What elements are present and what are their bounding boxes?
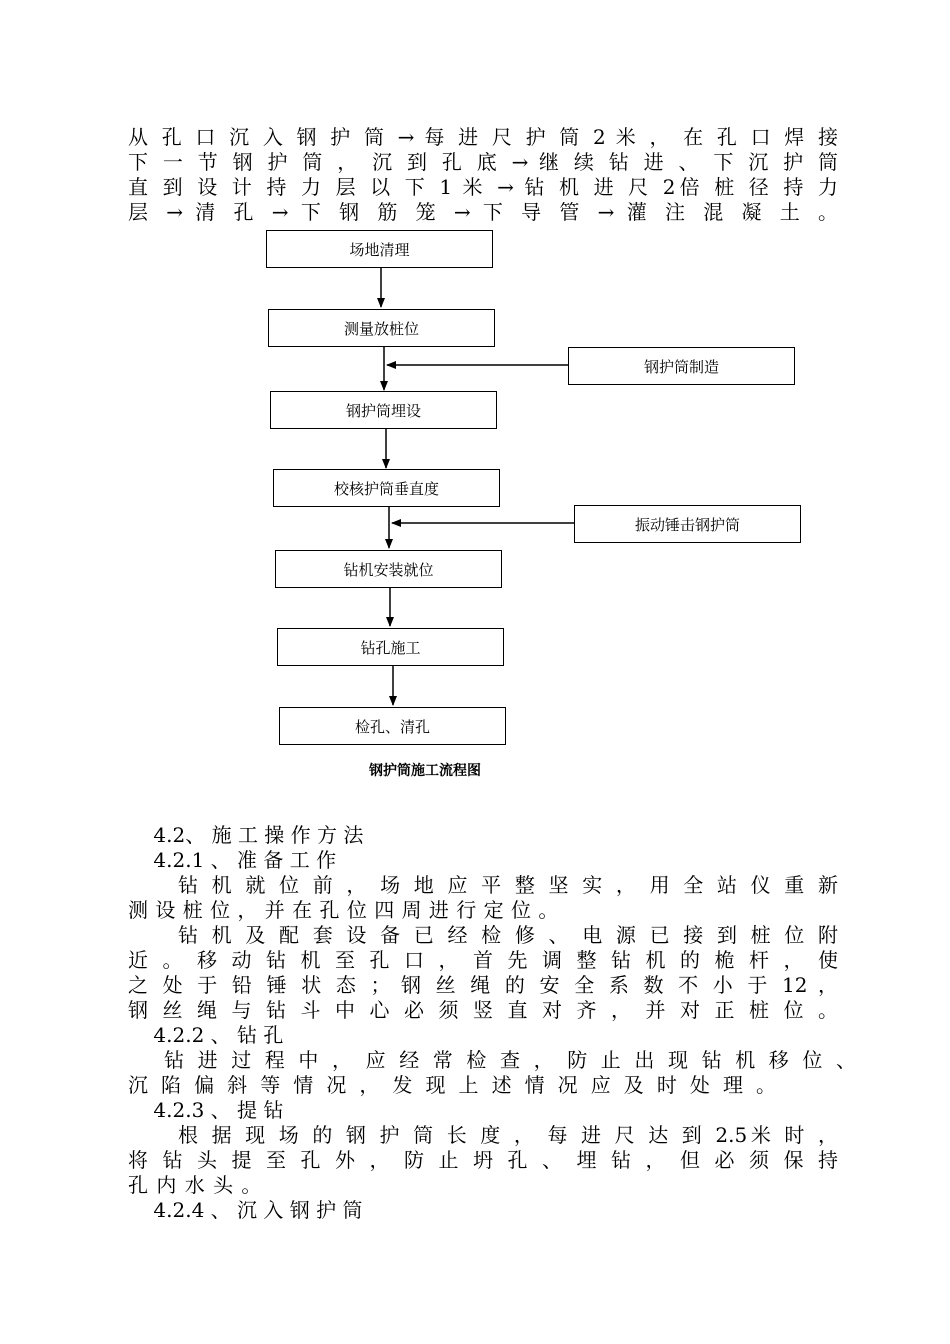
flow-input-casing-fabrication: 钢护筒制造 bbox=[568, 347, 795, 385]
intro-line-1: 从 孔 口 沉 入 钢 护 筒 → 每 进 尺 护 筒 2 米 ， 在 孔 口 焊 接 bbox=[128, 125, 838, 149]
intro-line-4: 层 → 清 孔 → 下 钢 筋 笼 → 下 导 管 → 灌 注 混 凝 土 。 bbox=[128, 200, 838, 224]
body-line-11: 孔 内 水 头 。 bbox=[128, 1173, 263, 1197]
body-line-2: 测 设 桩 位 ， 并 在 孔 位 四 周 进 行 定 位 。 bbox=[128, 898, 559, 922]
flow-step-drilling: 钻孔施工 bbox=[277, 628, 504, 666]
subsection-heading-4-2-4: 4.2.4 、 沉 入 钢 护 筒 bbox=[128, 1198, 363, 1222]
body-line-5: 之 处 于 铅 锤 状 态 ； 钢 丝 绳 的 安 全 系 数 不 小 于 12 ， bbox=[128, 973, 838, 997]
flowchart-caption: 钢护筒施工流程图 bbox=[369, 763, 481, 779]
flow-step-survey-pile: 测量放桩位 bbox=[268, 309, 495, 347]
subsection-heading-4-2-2: 4.2.2 、 钻 孔 bbox=[128, 1023, 284, 1047]
flow-step-site-clearing: 场地清理 bbox=[266, 230, 493, 268]
body-line-1: 钻 机 就 位 前 ， 场 地 应 平 整 坚 实 ， 用 全 站 仪 重 新 bbox=[178, 873, 838, 897]
flow-step-casing-embed: 钢护筒埋设 bbox=[270, 391, 497, 429]
body-line-7: 钻 进 过 程 中 ， 应 经 常 检 查 ， 防 止 出 现 钻 机 移 位 、 bbox=[164, 1048, 856, 1072]
flow-input-vibratory-hammer: 振动锤击钢护筒 bbox=[574, 505, 801, 543]
flow-step-verticality-check: 校核护筒垂直度 bbox=[273, 469, 500, 507]
section-heading-4-2: 4.2、 施 工 操 作 方 法 bbox=[128, 823, 364, 847]
subsection-heading-4-2-1: 4.2.1 、 准 备 工 作 bbox=[128, 848, 337, 872]
flow-step-inspect-clean: 检孔、清孔 bbox=[279, 707, 506, 745]
flow-step-rig-setup: 钻机安装就位 bbox=[275, 550, 502, 588]
body-line-6: 钢 丝 绳 与 钻 斗 中 心 必 须 竖 直 对 齐 ， 并 对 正 桩 位 。 bbox=[128, 998, 838, 1022]
subsection-heading-4-2-3: 4.2.3 、 提 钻 bbox=[128, 1098, 284, 1122]
intro-line-3: 直 到 设 计 持 力 层 以 下 1 米 → 钻 机 进 尺 2倍 桩 径 持 力 bbox=[128, 175, 838, 199]
body-line-3: 钻 机 及 配 套 设 备 已 经 检 修 、 电 源 已 接 到 桩 位 附 bbox=[178, 923, 838, 947]
intro-line-2: 下 一 节 钢 护 筒 ， 沉 到 孔 底 → 继 续 钻 进 、 下 沉 护 筒 bbox=[128, 150, 838, 174]
body-line-8: 沉 陷 偏 斜 等 情 况 ， 发 现 上 述 情 况 应 及 时 处 理 。 bbox=[128, 1073, 776, 1097]
body-line-10: 将 钻 头 提 至 孔 外 ， 防 止 坍 孔 、 埋 钻 ， 但 必 须 保 持 bbox=[128, 1148, 838, 1172]
body-line-4: 近 。 移 动 钻 机 至 孔 口 ， 首 先 调 整 钻 机 的 桅 杆 ， 使 bbox=[128, 948, 838, 972]
body-line-9: 根 据 现 场 的 钢 护 筒 长 度 ， 每 进 尺 达 到 2.5米 时 ， bbox=[178, 1123, 838, 1147]
